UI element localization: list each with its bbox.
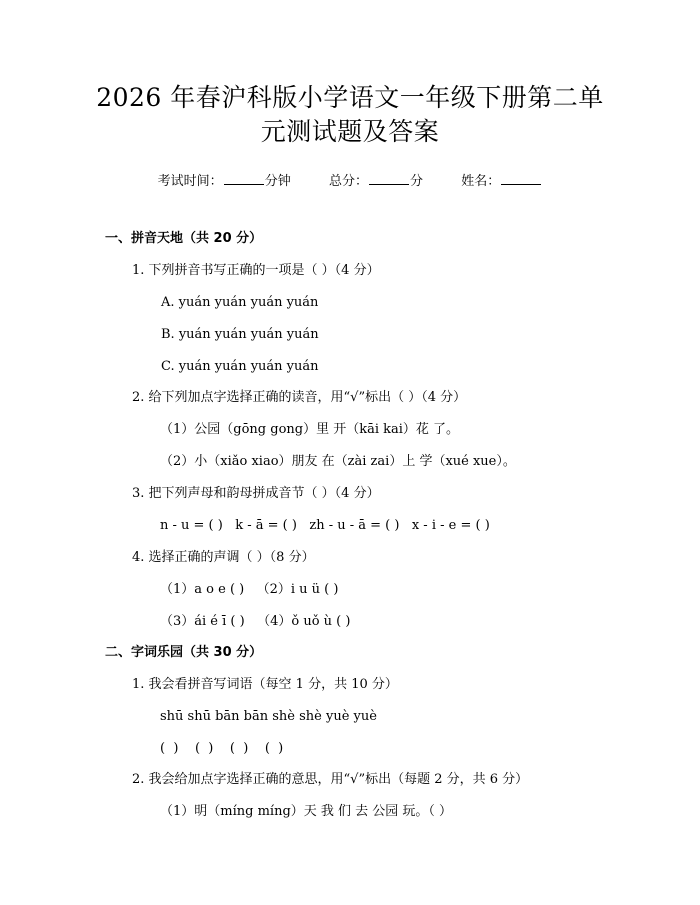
time-unit: 分钟 xyxy=(264,174,291,189)
question-1-2-stem: 2. 给下列加点字选择正确的读音，用“√”标出（ ）（4 分） xyxy=(132,390,467,405)
question-1-1-option-c: C. yuán yuán yuán yuán xyxy=(161,359,319,374)
question-1-4-row-2: （3）ái é ī ( ) （4）ǒ uǒ ù ( ) xyxy=(160,614,351,629)
page-title-line-2: 元测试题及答案 xyxy=(260,117,440,146)
score-unit: 分 xyxy=(410,174,424,189)
section-1-heading: 一、拼音天地（共 20 分） xyxy=(105,231,263,246)
question-1-3-stem: 3. 把下列声母和韵母拼成音节（ ）（4 分） xyxy=(132,486,380,501)
question-1-1-stem: 1. 下列拼音书写正确的一项是（ ）（4 分） xyxy=(132,263,380,278)
question-2-1-pinyin: shū shū bān bān shè shè yuè yuè xyxy=(160,709,377,724)
question-1-4-row-1: （1）a o e ( ) （2）i u ü ( ) xyxy=(160,582,339,597)
question-1-2-item-2: （2）小（xiǎo xiao）朋友 在（zài zai）上 学（xué xue）。 xyxy=(160,454,516,469)
question-2-2-stem: 2. 我会给加点字选择正确的意思，用“√”标出（每题 2 分，共 6 分） xyxy=(132,772,529,787)
time-blank xyxy=(224,171,264,185)
time-label: 考试时间： xyxy=(157,174,223,189)
name-label: 姓名： xyxy=(461,174,501,189)
question-1-2-item-1: （1）公园（gōng gong）里 开（kāi kai）花 了。 xyxy=(160,422,460,437)
page-title-line-1: 2026 年春沪科版小学语文一年级下册第二单 xyxy=(96,83,604,112)
score-blank xyxy=(369,171,409,185)
question-1-3-row: n - u = ( ) k - ā = ( ) zh - u - ā = ( ) x - i - e = ( ) xyxy=(160,518,490,533)
score-label: 总分： xyxy=(328,174,368,189)
question-2-1-stem: 1. 我会看拼音写词语（每空 1 分，共 10 分） xyxy=(132,677,398,692)
question-1-4-stem: 4. 选择正确的声调（ ）（8 分） xyxy=(132,550,315,565)
question-1-1-option-a: A. yuán yuán yuán yuán xyxy=(161,295,319,310)
question-1-1-option-b: B. yuán yuán yuán yuán xyxy=(161,327,319,342)
question-2-1-blanks: ( ) ( ) ( ) ( ) xyxy=(160,741,284,756)
question-2-2-item-1: （1）明（míng míng）天 我 们 去 公园 玩。（ ） xyxy=(160,804,453,819)
section-2-heading: 二、字词乐园（共 30 分） xyxy=(105,645,263,660)
name-blank xyxy=(501,171,541,185)
exam-meta xyxy=(0,170,700,189)
